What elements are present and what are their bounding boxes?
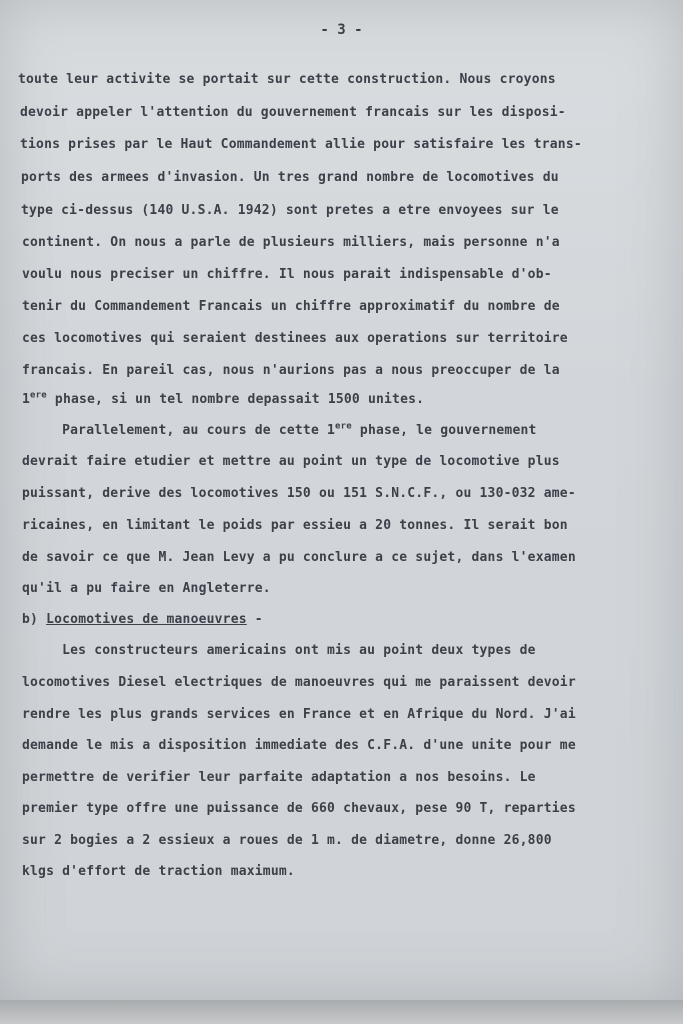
- text-line: puissant, derive des locomotives 150 ou 151 S.N.C.F., ou 130-032 ame-: [22, 486, 576, 501]
- text-line: continent. On nous a parle de plusieurs milliers, mais personne n'a: [22, 235, 560, 250]
- text-line: ces locomotives qui seraient destinees aux operations sur territoire: [22, 331, 568, 346]
- heading-suffix: -: [246, 612, 263, 627]
- superscript: ere: [30, 390, 47, 401]
- heading-label: Locomotives de manoeuvres: [46, 612, 247, 627]
- text-line: devoir appeler l'attention du gouvernement francais sur les disposi-: [20, 105, 566, 120]
- text-line: demande le mis a disposition immediate des C.F.A. d'une unite pour me: [22, 738, 576, 753]
- superscript: ere: [335, 421, 352, 432]
- text-line: locomotives Diesel electriques de manoeuvres qui me paraissent devoir: [22, 675, 576, 690]
- text-line: de savoir ce que M. Jean Levy a pu conclure a ce sujet, dans l'examen: [22, 550, 576, 565]
- text-line: klgs d'effort de traction maximum.: [22, 864, 295, 879]
- text-line: premier type offre une puissance de 660 chevaux, pese 90 T, reparties: [22, 801, 576, 816]
- text-line: francais. En pareil cas, nous n'aurions pas a nous preoccuper de la: [22, 363, 560, 378]
- text-line: [22, 423, 537, 438]
- text-line: toute leur activite se portait sur cette construction. Nous croyons: [18, 72, 556, 87]
- text-fragment: phase, le gouvernement: [351, 423, 537, 438]
- text-line: [22, 392, 424, 407]
- text-line: Les constructeurs americains ont mis au point deux types de: [22, 643, 536, 658]
- text-fragment: 1: [22, 392, 31, 407]
- text-line: ports des armees d'invasion. Un tres grand nombre de locomotives du: [21, 170, 559, 185]
- text-line: devrait faire etudier et mettre au point un type de locomotive plus: [22, 454, 560, 469]
- text-line: ricaines, en limitant le poids par essieu a 20 tonnes. Il serait bon: [22, 518, 568, 533]
- text-line: qu'il a pu faire en Angleterre.: [22, 581, 271, 596]
- text-line: type ci-dessus (140 U.S.A. 1942) sont pretes a etre envoyees sur le: [21, 203, 559, 218]
- text-line: voulu nous preciser un chiffre. Il nous parait indispensable d'ob-: [22, 267, 552, 282]
- text-line: tenir du Commandement Francais un chiffre approximatif du nombre de: [22, 299, 560, 314]
- text-line: sur 2 bogies a 2 essieux a roues de 1 m. de diametre, donne 26,800: [22, 833, 552, 848]
- page-bottom-edge: [0, 1000, 683, 1024]
- heading-prefix: b): [22, 612, 47, 627]
- section-heading: [22, 612, 263, 627]
- text-line: permettre de verifier leur parfaite adaptation a nos besoins. Le: [22, 770, 536, 785]
- page-number: - 3 -: [320, 22, 363, 38]
- text-fragment: phase, si un tel nombre depassait 1500 unites.: [46, 392, 425, 407]
- text-fragment: Parallelement, au cours de cette 1: [22, 423, 336, 438]
- text-line: tions prises par le Haut Commandement allie pour satisfaire les trans-: [20, 137, 582, 152]
- text-line: rendre les plus grands services en France et en Afrique du Nord. J'ai: [22, 707, 576, 722]
